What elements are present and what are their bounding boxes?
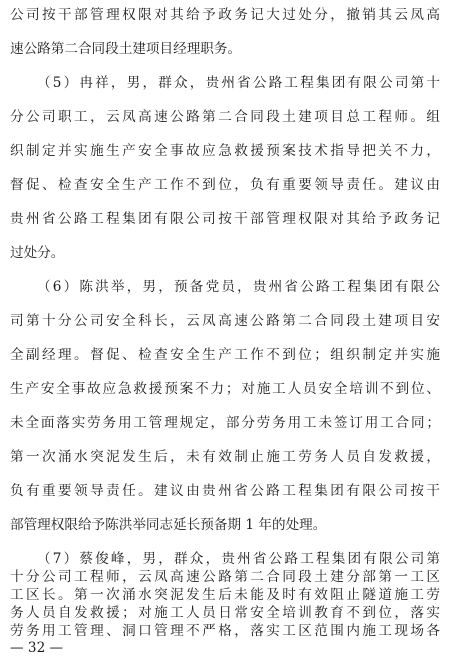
- text-line-13: 未全面落实劳务用工管理规定，部分劳务用工未签订用工合同；: [10, 415, 440, 431]
- text-line-1: 公司按干部管理权限对其给予政务记大过处分，撤销其云凤高: [10, 7, 440, 23]
- text-line-16: 部管理权限给予陈洪举同志延长预备期 1 年的处理。: [10, 517, 327, 533]
- text-line-21: 劳务用工管理、洞口管理不严格，落实工区范围内施工现场各: [10, 623, 440, 639]
- text-line-8: 过处分。: [10, 245, 65, 261]
- text-line-5: 织制定并实施生产安全事故应急救援预案技术指导把关不力，: [10, 143, 440, 159]
- text-line-3: （5）冉祥，男，群众，贵州省公路工程集团有限公司第十: [37, 75, 440, 91]
- text-line-2: 速公路第二合同段土建项目经理职务。: [10, 41, 242, 57]
- text-line-6: 督促、检查安全生产工作不到位，负有重要领导责任。建议由: [10, 177, 440, 193]
- text-line-4: 分公司职工，云凤高速公路第二合同段土建项目总工程师。组: [10, 109, 440, 125]
- text-line-15: 负有重要领导责任。建议由贵州省公路工程集团有限公司按干: [10, 483, 440, 499]
- text-line-19: 工区长。第一次涌水突泥发生后未能及时有效阻止隧道施工劳: [10, 587, 440, 603]
- text-line-10: 司第十分公司安全科长，云凤高速公路第二合同段土建项目安: [10, 313, 440, 329]
- text-line-12: 生产安全事故应急救援预案不力；对施工人员安全培训不到位、: [10, 381, 440, 397]
- page-number: — 32 —: [10, 640, 64, 656]
- text-line-18: 十分公司工程师，云凤高速公路第二合同段土建分部第一工区: [10, 569, 440, 585]
- text-line-9: （6）陈洪举，男，预备党员，贵州省公路工程集团有限公: [37, 279, 440, 295]
- text-line-17: （7）蔡俊峰，男，群众，贵州省公路工程集团有限公司第: [37, 551, 440, 567]
- text-line-11: 全副经理。督促、检查安全生产工作不到位；组织制定并实施: [10, 347, 440, 363]
- text-line-20: 务人员自发救援；对施工人员日常安全培训教育不到位，落实: [10, 605, 440, 621]
- text-line-7: 贵州省公路工程集团有限公司按干部管理权限对其给予政务记: [10, 211, 440, 227]
- text-line-14: 第一次涌水突泥发生后，未有效制止施工劳务人员自发救援，: [10, 449, 440, 465]
